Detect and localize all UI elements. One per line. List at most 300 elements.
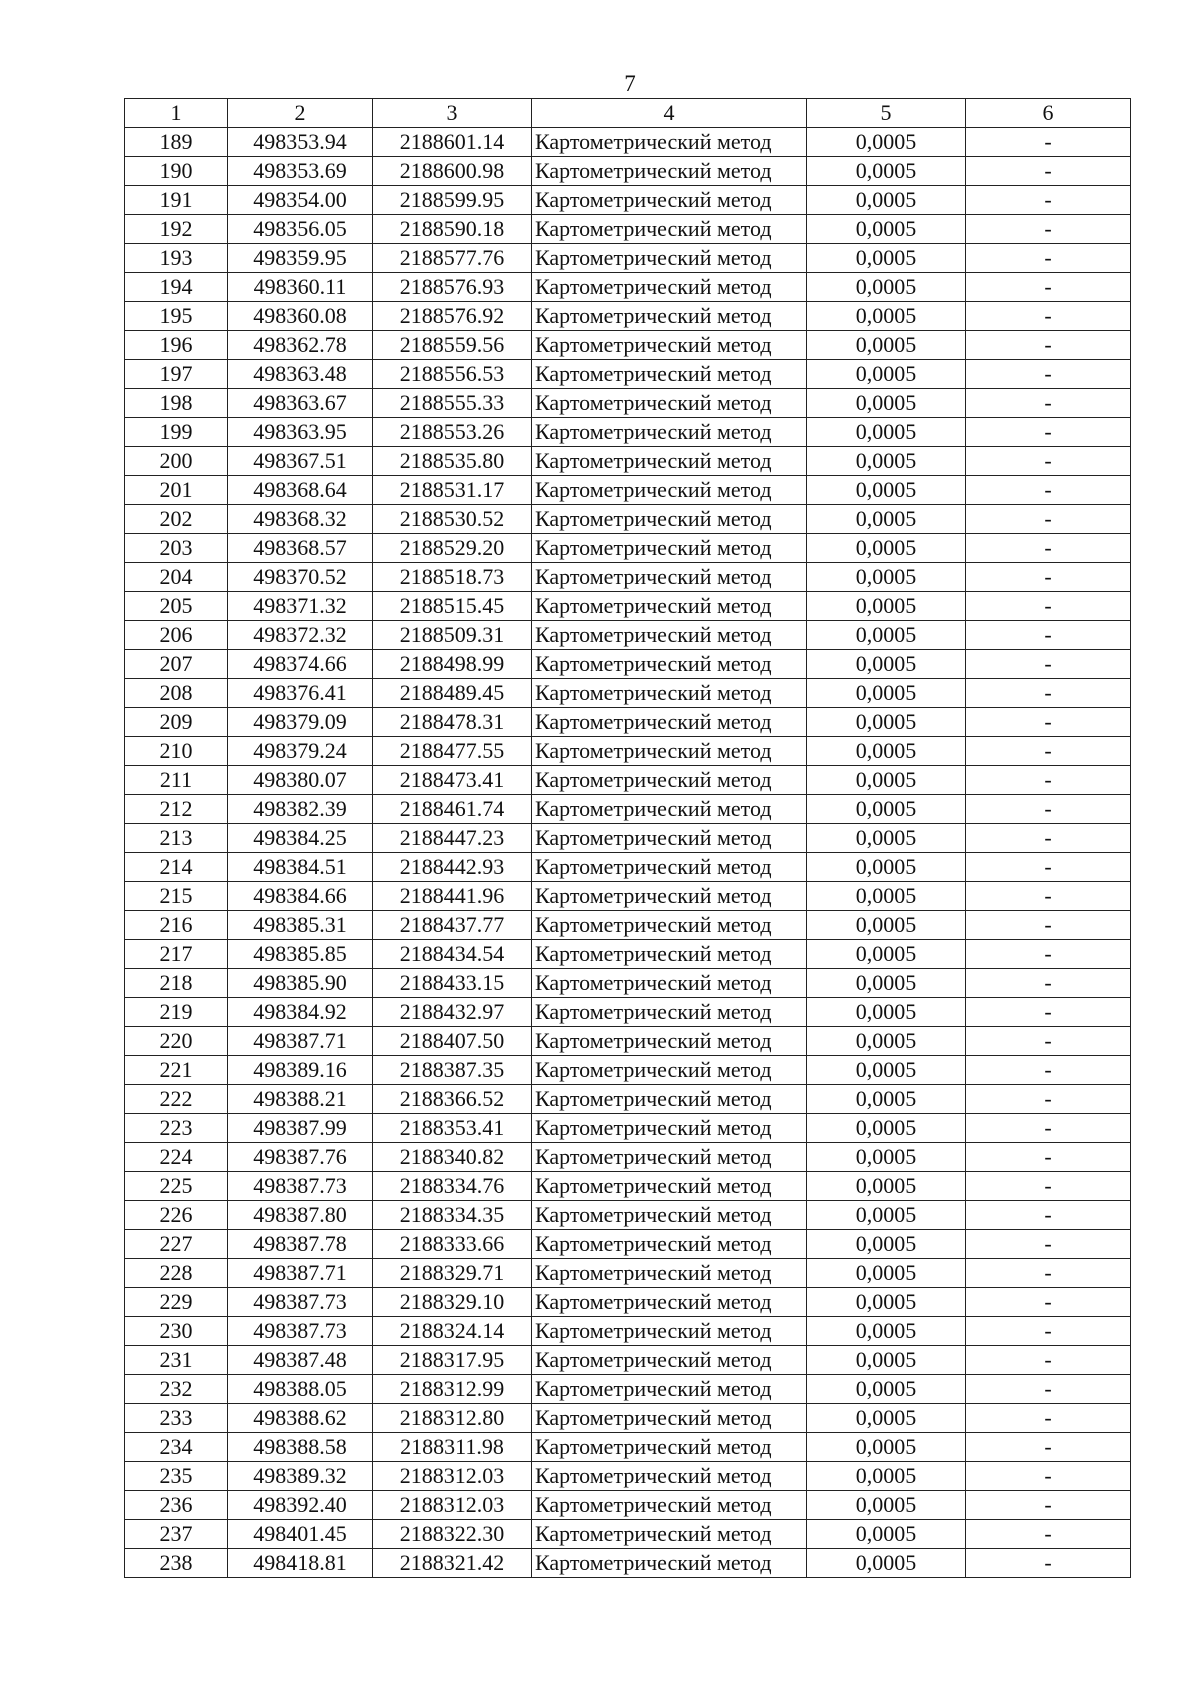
table-row: [125, 128, 1131, 157]
y-coordinate-cell: 2188576.93: [373, 273, 532, 302]
y-coordinate-cell: 2188324.14: [373, 1317, 532, 1346]
x-coordinate-cell: 498353.94: [228, 128, 373, 157]
x-coordinate-cell: 498389.32: [228, 1462, 373, 1491]
table-row: [125, 853, 1131, 882]
description-cell: -: [966, 737, 1131, 766]
y-coordinate-cell: 2188599.95: [373, 186, 532, 215]
table-row: [125, 1346, 1131, 1375]
description-cell: -: [966, 1056, 1131, 1085]
method-cell: Картометрический метод: [532, 766, 807, 795]
y-coordinate-cell: 2188531.17: [373, 476, 532, 505]
point-number-cell: 202: [125, 505, 228, 534]
table-row: [125, 273, 1131, 302]
description-cell: -: [966, 1404, 1131, 1433]
column-header-1: 1: [125, 99, 228, 128]
x-coordinate-cell: 498387.71: [228, 1027, 373, 1056]
table-row: [125, 1230, 1131, 1259]
table-row: [125, 360, 1131, 389]
description-cell: -: [966, 447, 1131, 476]
y-coordinate-cell: 2188576.92: [373, 302, 532, 331]
method-cell: Картометрический метод: [532, 1520, 807, 1549]
description-cell: -: [966, 1346, 1131, 1375]
accuracy-cell: 0,0005: [807, 1288, 966, 1317]
table-row: [125, 186, 1131, 215]
y-coordinate-cell: 2188353.41: [373, 1114, 532, 1143]
point-number-cell: 217: [125, 940, 228, 969]
method-cell: Картометрический метод: [532, 360, 807, 389]
method-cell: Картометрический метод: [532, 186, 807, 215]
point-number-cell: 232: [125, 1375, 228, 1404]
description-cell: -: [966, 1375, 1131, 1404]
method-cell: Картометрический метод: [532, 795, 807, 824]
y-coordinate-cell: 2188441.96: [373, 882, 532, 911]
method-cell: Картометрический метод: [532, 1027, 807, 1056]
point-number-cell: 209: [125, 708, 228, 737]
accuracy-cell: 0,0005: [807, 824, 966, 853]
accuracy-cell: 0,0005: [807, 621, 966, 650]
point-number-cell: 237: [125, 1520, 228, 1549]
page-number: 7: [624, 71, 636, 96]
accuracy-cell: 0,0005: [807, 389, 966, 418]
method-cell: Картометрический метод: [532, 882, 807, 911]
x-coordinate-cell: 498384.51: [228, 853, 373, 882]
x-coordinate-cell: 498372.32: [228, 621, 373, 650]
x-coordinate-cell: 498384.66: [228, 882, 373, 911]
table-row: [125, 1491, 1131, 1520]
x-coordinate-cell: 498387.73: [228, 1172, 373, 1201]
x-coordinate-cell: 498382.39: [228, 795, 373, 824]
accuracy-cell: 0,0005: [807, 360, 966, 389]
method-cell: Картометрический метод: [532, 1143, 807, 1172]
y-coordinate-cell: 2188556.53: [373, 360, 532, 389]
point-number-cell: 231: [125, 1346, 228, 1375]
point-number-cell: 196: [125, 331, 228, 360]
point-number-cell: 204: [125, 563, 228, 592]
description-cell: -: [966, 1288, 1131, 1317]
description-cell: -: [966, 128, 1131, 157]
accuracy-cell: 0,0005: [807, 505, 966, 534]
method-cell: Картометрический метод: [532, 215, 807, 244]
method-cell: Картометрический метод: [532, 853, 807, 882]
x-coordinate-cell: 498363.48: [228, 360, 373, 389]
column-header-6: 6: [966, 99, 1131, 128]
table-row: [125, 1317, 1131, 1346]
method-cell: Картометрический метод: [532, 244, 807, 273]
method-cell: Картометрический метод: [532, 534, 807, 563]
method-cell: Картометрический метод: [532, 1375, 807, 1404]
method-cell: Картометрический метод: [532, 447, 807, 476]
x-coordinate-cell: 498368.64: [228, 476, 373, 505]
table-row: [125, 1114, 1131, 1143]
accuracy-cell: 0,0005: [807, 534, 966, 563]
x-coordinate-cell: 498360.08: [228, 302, 373, 331]
method-cell: Картометрический метод: [532, 1085, 807, 1114]
x-coordinate-cell: 498380.07: [228, 766, 373, 795]
description-cell: -: [966, 418, 1131, 447]
y-coordinate-cell: 2188447.23: [373, 824, 532, 853]
method-cell: Картометрический метод: [532, 1346, 807, 1375]
table-row: [125, 563, 1131, 592]
column-header-3: 3: [373, 99, 532, 128]
y-coordinate-cell: 2188434.54: [373, 940, 532, 969]
point-number-cell: 238: [125, 1549, 228, 1578]
y-coordinate-cell: 2188553.26: [373, 418, 532, 447]
y-coordinate-cell: 2188600.98: [373, 157, 532, 186]
method-cell: Картометрический метод: [532, 1433, 807, 1462]
description-cell: -: [966, 1230, 1131, 1259]
method-cell: Картометрический метод: [532, 1404, 807, 1433]
description-cell: -: [966, 1433, 1131, 1462]
x-coordinate-cell: 498368.57: [228, 534, 373, 563]
table-row: [125, 157, 1131, 186]
table-row: [125, 302, 1131, 331]
table-row: [125, 1056, 1131, 1085]
accuracy-cell: 0,0005: [807, 708, 966, 737]
table-row: [125, 940, 1131, 969]
y-coordinate-cell: 2188340.82: [373, 1143, 532, 1172]
x-coordinate-cell: 498387.99: [228, 1114, 373, 1143]
description-cell: -: [966, 1317, 1131, 1346]
accuracy-cell: 0,0005: [807, 418, 966, 447]
table-row: [125, 1259, 1131, 1288]
y-coordinate-cell: 2188437.77: [373, 911, 532, 940]
description-cell: -: [966, 331, 1131, 360]
table-row: [125, 824, 1131, 853]
method-cell: Картометрический метод: [532, 824, 807, 853]
accuracy-cell: 0,0005: [807, 157, 966, 186]
description-cell: -: [966, 853, 1131, 882]
point-number-cell: 233: [125, 1404, 228, 1433]
method-cell: Картометрический метод: [532, 1056, 807, 1085]
method-cell: Картометрический метод: [532, 650, 807, 679]
y-coordinate-cell: 2188311.98: [373, 1433, 532, 1462]
table-row: [125, 1549, 1131, 1578]
description-cell: -: [966, 302, 1131, 331]
x-coordinate-cell: 498362.78: [228, 331, 373, 360]
x-coordinate-cell: 498385.90: [228, 969, 373, 998]
point-number-cell: 189: [125, 128, 228, 157]
method-cell: Картометрический метод: [532, 1491, 807, 1520]
table-row: [125, 882, 1131, 911]
x-coordinate-cell: 498379.24: [228, 737, 373, 766]
point-number-cell: 208: [125, 679, 228, 708]
table-header: [125, 99, 1131, 128]
accuracy-cell: 0,0005: [807, 1491, 966, 1520]
point-number-cell: 205: [125, 592, 228, 621]
description-cell: -: [966, 592, 1131, 621]
table-row: [125, 795, 1131, 824]
method-cell: Картометрический метод: [532, 998, 807, 1027]
x-coordinate-cell: 498360.11: [228, 273, 373, 302]
y-coordinate-cell: 2188559.56: [373, 331, 532, 360]
x-coordinate-cell: 498363.95: [228, 418, 373, 447]
y-coordinate-cell: 2188312.03: [373, 1462, 532, 1491]
method-cell: Картометрический метод: [532, 679, 807, 708]
table-row: [125, 621, 1131, 650]
y-coordinate-cell: 2188366.52: [373, 1085, 532, 1114]
method-cell: Картометрический метод: [532, 708, 807, 737]
x-coordinate-cell: 498354.00: [228, 186, 373, 215]
y-coordinate-cell: 2188518.73: [373, 563, 532, 592]
point-number-cell: 194: [125, 273, 228, 302]
accuracy-cell: 0,0005: [807, 853, 966, 882]
description-cell: -: [966, 1491, 1131, 1520]
y-coordinate-cell: 2188515.45: [373, 592, 532, 621]
description-cell: -: [966, 940, 1131, 969]
point-number-cell: 210: [125, 737, 228, 766]
point-number-cell: 214: [125, 853, 228, 882]
x-coordinate-cell: 498401.45: [228, 1520, 373, 1549]
x-coordinate-cell: 498389.16: [228, 1056, 373, 1085]
table-row: [125, 215, 1131, 244]
x-coordinate-cell: 498387.80: [228, 1201, 373, 1230]
description-cell: -: [966, 1143, 1131, 1172]
accuracy-cell: 0,0005: [807, 1230, 966, 1259]
method-cell: Картометрический метод: [532, 1288, 807, 1317]
method-cell: Картометрический метод: [532, 1259, 807, 1288]
method-cell: Картометрический метод: [532, 1114, 807, 1143]
description-cell: -: [966, 215, 1131, 244]
accuracy-cell: 0,0005: [807, 1462, 966, 1491]
description-cell: -: [966, 795, 1131, 824]
description-cell: -: [966, 1201, 1131, 1230]
point-number-cell: 191: [125, 186, 228, 215]
x-coordinate-cell: 498392.40: [228, 1491, 373, 1520]
accuracy-cell: 0,0005: [807, 1085, 966, 1114]
y-coordinate-cell: 2188489.45: [373, 679, 532, 708]
table-row: [125, 1143, 1131, 1172]
point-number-cell: 216: [125, 911, 228, 940]
point-number-cell: 228: [125, 1259, 228, 1288]
method-cell: Картометрический метод: [532, 273, 807, 302]
accuracy-cell: 0,0005: [807, 563, 966, 592]
accuracy-cell: 0,0005: [807, 273, 966, 302]
x-coordinate-cell: 498388.62: [228, 1404, 373, 1433]
accuracy-cell: 0,0005: [807, 737, 966, 766]
x-coordinate-cell: 498376.41: [228, 679, 373, 708]
accuracy-cell: 0,0005: [807, 1404, 966, 1433]
y-coordinate-cell: 2188321.42: [373, 1549, 532, 1578]
table-row: [125, 592, 1131, 621]
accuracy-cell: 0,0005: [807, 1114, 966, 1143]
table-row: [125, 1433, 1131, 1462]
accuracy-cell: 0,0005: [807, 186, 966, 215]
table-row: [125, 418, 1131, 447]
y-coordinate-cell: 2188387.35: [373, 1056, 532, 1085]
x-coordinate-cell: 498385.31: [228, 911, 373, 940]
column-header-4: 4: [532, 99, 807, 128]
description-cell: -: [966, 1462, 1131, 1491]
x-coordinate-cell: 498387.76: [228, 1143, 373, 1172]
description-cell: -: [966, 911, 1131, 940]
x-coordinate-cell: 498363.67: [228, 389, 373, 418]
method-cell: Картометрический метод: [532, 1172, 807, 1201]
x-coordinate-cell: 498359.95: [228, 244, 373, 273]
y-coordinate-cell: 2188407.50: [373, 1027, 532, 1056]
coordinates-table: [124, 98, 1131, 1578]
table-row: [125, 1085, 1131, 1114]
table-body: [125, 128, 1131, 1578]
x-coordinate-cell: 498387.73: [228, 1317, 373, 1346]
description-cell: -: [966, 505, 1131, 534]
y-coordinate-cell: 2188329.71: [373, 1259, 532, 1288]
y-coordinate-cell: 2188529.20: [373, 534, 532, 563]
point-number-cell: 211: [125, 766, 228, 795]
description-cell: -: [966, 650, 1131, 679]
x-coordinate-cell: 498368.32: [228, 505, 373, 534]
y-coordinate-cell: 2188590.18: [373, 215, 532, 244]
table-row: [125, 244, 1131, 273]
x-coordinate-cell: 498388.21: [228, 1085, 373, 1114]
method-cell: Картометрический метод: [532, 621, 807, 650]
point-number-cell: 190: [125, 157, 228, 186]
point-number-cell: 223: [125, 1114, 228, 1143]
accuracy-cell: 0,0005: [807, 302, 966, 331]
y-coordinate-cell: 2188333.66: [373, 1230, 532, 1259]
table-row: [125, 534, 1131, 563]
point-number-cell: 225: [125, 1172, 228, 1201]
y-coordinate-cell: 2188433.15: [373, 969, 532, 998]
accuracy-cell: 0,0005: [807, 1549, 966, 1578]
x-coordinate-cell: 498388.58: [228, 1433, 373, 1462]
table-row: [125, 1375, 1131, 1404]
x-coordinate-cell: 498379.09: [228, 708, 373, 737]
accuracy-cell: 0,0005: [807, 1172, 966, 1201]
point-number-cell: 229: [125, 1288, 228, 1317]
accuracy-cell: 0,0005: [807, 882, 966, 911]
table-row: [125, 766, 1131, 795]
method-cell: Картометрический метод: [532, 128, 807, 157]
description-cell: -: [966, 1259, 1131, 1288]
description-cell: -: [966, 157, 1131, 186]
point-number-cell: 197: [125, 360, 228, 389]
method-cell: Картометрический метод: [532, 1230, 807, 1259]
description-cell: -: [966, 708, 1131, 737]
table-row: [125, 1288, 1131, 1317]
method-cell: Картометрический метод: [532, 592, 807, 621]
description-cell: -: [966, 679, 1131, 708]
x-coordinate-cell: 498374.66: [228, 650, 373, 679]
description-cell: -: [966, 244, 1131, 273]
y-coordinate-cell: 2188498.99: [373, 650, 532, 679]
description-cell: -: [966, 766, 1131, 795]
accuracy-cell: 0,0005: [807, 1056, 966, 1085]
accuracy-cell: 0,0005: [807, 592, 966, 621]
y-coordinate-cell: 2188577.76: [373, 244, 532, 273]
accuracy-cell: 0,0005: [807, 679, 966, 708]
y-coordinate-cell: 2188312.80: [373, 1404, 532, 1433]
description-cell: -: [966, 360, 1131, 389]
table-row: [125, 1404, 1131, 1433]
point-number-cell: 192: [125, 215, 228, 244]
y-coordinate-cell: 2188317.95: [373, 1346, 532, 1375]
point-number-cell: 195: [125, 302, 228, 331]
x-coordinate-cell: 498387.48: [228, 1346, 373, 1375]
accuracy-cell: 0,0005: [807, 940, 966, 969]
description-cell: -: [966, 1085, 1131, 1114]
point-number-cell: 193: [125, 244, 228, 273]
accuracy-cell: 0,0005: [807, 969, 966, 998]
method-cell: Картометрический метод: [532, 331, 807, 360]
point-number-cell: 227: [125, 1230, 228, 1259]
accuracy-cell: 0,0005: [807, 766, 966, 795]
point-number-cell: 213: [125, 824, 228, 853]
method-cell: Картометрический метод: [532, 737, 807, 766]
y-coordinate-cell: 2188601.14: [373, 128, 532, 157]
x-coordinate-cell: 498384.25: [228, 824, 373, 853]
y-coordinate-cell: 2188535.80: [373, 447, 532, 476]
point-number-cell: 203: [125, 534, 228, 563]
table-row: [125, 998, 1131, 1027]
header-row: [125, 99, 1131, 128]
point-number-cell: 235: [125, 1462, 228, 1491]
table-row: [125, 1201, 1131, 1230]
x-coordinate-cell: 498388.05: [228, 1375, 373, 1404]
accuracy-cell: 0,0005: [807, 1027, 966, 1056]
description-cell: -: [966, 1172, 1131, 1201]
method-cell: Картометрический метод: [532, 969, 807, 998]
accuracy-cell: 0,0005: [807, 128, 966, 157]
y-coordinate-cell: 2188478.31: [373, 708, 532, 737]
point-number-cell: 212: [125, 795, 228, 824]
table-row: [125, 679, 1131, 708]
method-cell: Картометрический метод: [532, 1201, 807, 1230]
method-cell: Картометрический метод: [532, 1549, 807, 1578]
description-cell: -: [966, 998, 1131, 1027]
x-coordinate-cell: 498353.69: [228, 157, 373, 186]
y-coordinate-cell: 2188509.31: [373, 621, 532, 650]
point-number-cell: 215: [125, 882, 228, 911]
point-number-cell: 207: [125, 650, 228, 679]
table-row: [125, 708, 1131, 737]
point-number-cell: 199: [125, 418, 228, 447]
method-cell: Картометрический метод: [532, 476, 807, 505]
method-cell: Картометрический метод: [532, 1317, 807, 1346]
accuracy-cell: 0,0005: [807, 244, 966, 273]
method-cell: Картометрический метод: [532, 911, 807, 940]
description-cell: -: [966, 824, 1131, 853]
description-cell: -: [966, 882, 1131, 911]
accuracy-cell: 0,0005: [807, 1346, 966, 1375]
method-cell: Картометрический метод: [532, 1462, 807, 1491]
method-cell: Картометрический метод: [532, 505, 807, 534]
x-coordinate-cell: 498387.71: [228, 1259, 373, 1288]
table-row: [125, 476, 1131, 505]
description-cell: -: [966, 273, 1131, 302]
description-cell: -: [966, 1114, 1131, 1143]
x-coordinate-cell: 498356.05: [228, 215, 373, 244]
table-row: [125, 737, 1131, 766]
y-coordinate-cell: 2188334.76: [373, 1172, 532, 1201]
accuracy-cell: 0,0005: [807, 1201, 966, 1230]
y-coordinate-cell: 2188555.33: [373, 389, 532, 418]
x-coordinate-cell: 498371.32: [228, 592, 373, 621]
point-number-cell: 219: [125, 998, 228, 1027]
accuracy-cell: 0,0005: [807, 650, 966, 679]
y-coordinate-cell: 2188442.93: [373, 853, 532, 882]
description-cell: -: [966, 1520, 1131, 1549]
table-row: [125, 969, 1131, 998]
accuracy-cell: 0,0005: [807, 1259, 966, 1288]
point-number-cell: 200: [125, 447, 228, 476]
description-cell: -: [966, 1027, 1131, 1056]
y-coordinate-cell: 2188329.10: [373, 1288, 532, 1317]
x-coordinate-cell: 498384.92: [228, 998, 373, 1027]
table-row: [125, 1172, 1131, 1201]
column-header-5: 5: [807, 99, 966, 128]
point-number-cell: 221: [125, 1056, 228, 1085]
accuracy-cell: 0,0005: [807, 447, 966, 476]
